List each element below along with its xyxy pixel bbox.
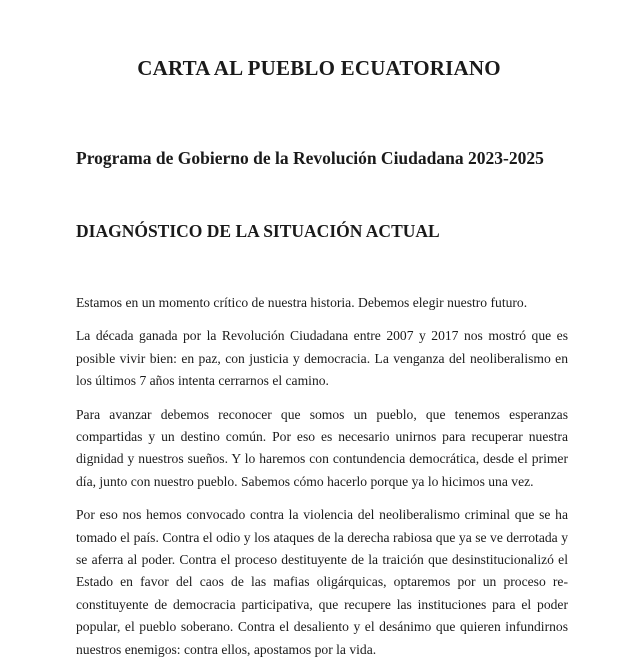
- document-subtitle: Programa de Gobierno de la Revolución Ciudadana 2023-2025: [76, 148, 544, 168]
- paragraph-1: Estamos en un momento crítico de nuestra historia. Debemos elegir nuestro futuro.: [76, 295, 528, 310]
- document-title: CARTA AL PUEBLO ECUATORIANO: [137, 56, 501, 80]
- paragraph-2: La década ganada por la Revolución Ciudadana entre 2007 y 2017 nos mostró que es posible vivir bien: en paz, con justicia y democracia. La venganza del neoliberalismo en los últimos 7 años intenta cerrarnos el camino.: [76, 328, 568, 389]
- paragraph-3: Para avanzar debemos reconocer que somos un pueblo, que tenemos esperanzas compartidas y un destino común. Por eso es necesario unirnos para recuperar nuestra dignidad y nuestros sueños. Y lo haremos con contundencia democrática, desde el primer día, junto con nuestro pueblo. Sabemos cómo hacerlo porque ya lo hicimos una vez.: [76, 406, 568, 489]
- body-text: [76, 292, 568, 672]
- paragraph-4: Por eso nos hemos convocado contra la violencia del neoliberalismo criminal que se ha tomado el país. Contra el odio y los ataques de la derecha rabiosa que ya se ve derrotada y se aferra al poder. Contra el proceso destituyente de la traición que desinstitucionalizó el Estado en favor del caos de las mafias oligárquicas, optaremos por un proceso re-constituyente de democracia participativa, que recupere las instituciones para el poder popular, el pueblo soberano. Contra el desaliento y el desánimo que quieren infundirnos nuestros enemigos: contra ellos, apostamos por la vida.: [76, 507, 568, 657]
- section-heading: DIAGNÓSTICO DE LA SITUACIÓN ACTUAL: [76, 221, 440, 241]
